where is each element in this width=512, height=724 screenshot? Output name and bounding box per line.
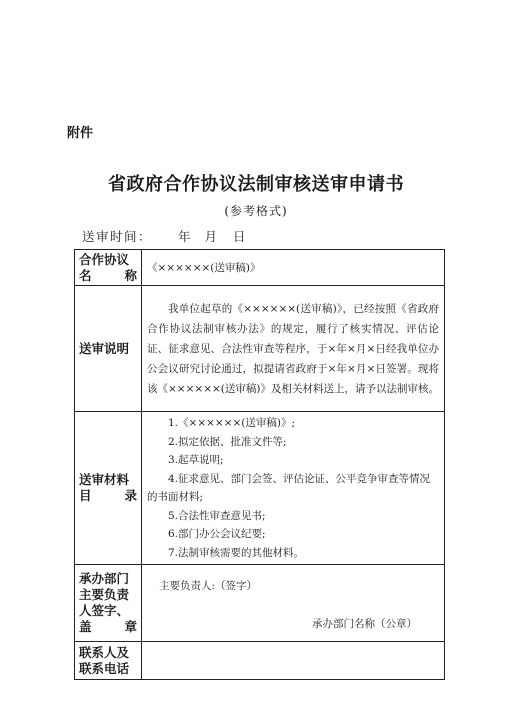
material-item: 1.《××××××(送审稿)》; <box>168 417 296 429</box>
attachment-label: 附件 <box>67 126 94 141</box>
material-item: 6.部门办公会议纪要; <box>168 528 266 540</box>
row-materials <box>75 412 445 565</box>
row-contact <box>75 642 445 680</box>
material-item: 5.合法性审查意见书; <box>168 509 266 522</box>
page-title: 省政府合作协议法制审核送审申请书 <box>108 174 404 195</box>
material-item: 2.拟定依据、批准文件等; <box>168 435 287 448</box>
submission-note-text: 我单位起草的《××××××(送审稿)》，已经按照《省政府合作协议法制审核办法》的规定，履行了核实情况、评估论证、征求意见、合法性审查等程序，于×年×月×日经我单位办公会议研究讨论通过，拟提请省政府于×年×月×日签署。现将该《××××××(送审稿)》及相关材料送上，请予以法制审核。 <box>147 302 439 395</box>
date-month-label: 月 <box>204 229 218 244</box>
agreement-name-label: 合作协议 名 称 <box>75 250 142 286</box>
material-item: 3.起草说明; <box>168 454 224 466</box>
row-signature <box>75 565 445 642</box>
materials-label: 送审材料 目 录 <box>75 412 142 565</box>
submission-date-label: 送审时间： <box>82 229 153 244</box>
date-day-label: 日 <box>233 229 246 244</box>
submission-date-row <box>82 227 246 245</box>
signature-label: 承办部门 主要负责 人签字、 盖 章 <box>75 565 142 642</box>
page-subtitle: (参考格式) <box>224 204 288 218</box>
principal-signature-field: 主要负责人:（签字） <box>159 580 258 592</box>
date-year-label: 年 <box>178 229 191 244</box>
application-form-table <box>74 249 445 680</box>
row-agreement-name <box>75 250 445 286</box>
department-seal-field: 承办部门名称（公章） <box>312 618 417 630</box>
agreement-name-value: 《××××××(送审稿)》 <box>142 250 445 286</box>
contact-value <box>142 642 445 680</box>
material-item: 4.征求意见、部门会签、评估论证、公平竞争审查等情况的书面材料; <box>147 472 431 503</box>
material-item: 7.法制审核需要的其他材料。 <box>168 546 305 559</box>
submission-note-label: 送审说明 <box>75 286 142 412</box>
row-submission-note <box>75 286 445 412</box>
contact-label: 联系人及 联系电话 <box>75 642 142 680</box>
